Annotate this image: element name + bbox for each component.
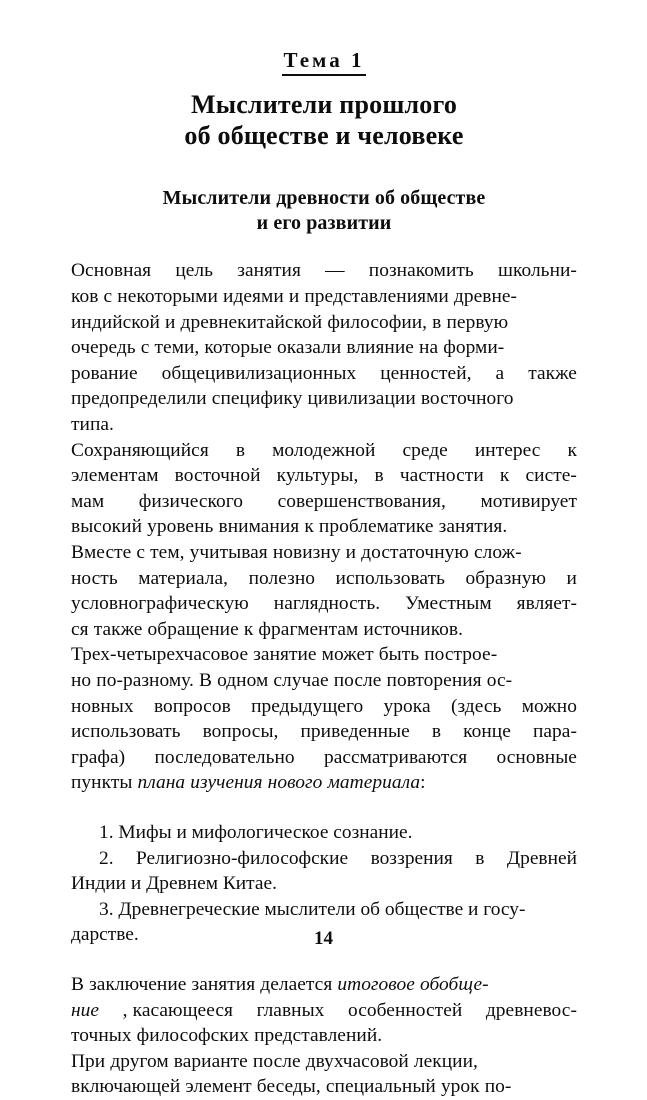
text-line: 3. Древнегреческие мыслители об обществе и госу- xyxy=(99,898,526,920)
paragraph-alternative xyxy=(71,1049,577,1100)
text-word: интерес xyxy=(474,439,541,461)
text-line: Трех-четырехчасовое занятие может быть построе- xyxy=(71,644,498,666)
text-word: физического xyxy=(138,490,244,512)
text-line xyxy=(71,591,577,617)
theme-label-text: Тема 1 xyxy=(282,48,367,76)
paragraph-goal xyxy=(71,258,577,437)
text-word: к xyxy=(567,439,577,461)
text-word: основные xyxy=(496,746,577,768)
text-word: материала, xyxy=(138,567,229,589)
text-line: точных философских представлений. xyxy=(71,1025,383,1047)
text-line: высокий уровень внимания к проблематике занятия. xyxy=(71,516,508,538)
text-word: условнографическую xyxy=(71,593,249,615)
text-word: Основная xyxy=(71,260,152,282)
text-line: дарстве. xyxy=(71,924,139,946)
text-word: являет- xyxy=(516,593,577,615)
text-word: Древней xyxy=(506,847,577,869)
page-title-line-2: об обществе и человеке xyxy=(184,120,464,150)
text-word: (здесь xyxy=(450,695,502,717)
text-word: — xyxy=(325,260,345,282)
text-word: можно xyxy=(521,695,577,717)
text-word: ность xyxy=(71,567,118,589)
text-word: среде xyxy=(402,439,448,461)
text-line: типа. xyxy=(71,414,114,436)
text-word: рование xyxy=(71,362,138,384)
text-word: мотивирует xyxy=(480,490,577,512)
text-word: к xyxy=(499,465,510,487)
text-word: цель xyxy=(175,260,214,282)
text-word: использовать xyxy=(335,567,445,589)
text-word: также xyxy=(528,362,577,384)
text-word: особенностей xyxy=(348,999,463,1021)
text-line xyxy=(71,463,577,489)
page-number: 14 xyxy=(314,928,333,949)
text-line xyxy=(71,361,577,387)
text-word: Религиозно-философские xyxy=(136,847,349,869)
text-line: включающей элемент беседы, специальный урок по- xyxy=(71,1076,512,1098)
text-line: индийской и древнекитайской философии, в первую xyxy=(71,311,509,333)
text-word: 2. xyxy=(99,847,114,869)
text-word: конце xyxy=(463,721,511,743)
text-word: ценностей, xyxy=(380,362,472,384)
text-word: древневос- xyxy=(485,999,577,1021)
text-line xyxy=(71,489,577,515)
section-title xyxy=(71,186,577,236)
text-line xyxy=(71,438,577,464)
page-title xyxy=(71,90,577,151)
text-word: вопросов xyxy=(153,695,231,717)
section-title-line-2: и его развитии xyxy=(256,212,392,235)
text-word-italic: ние xyxy=(71,999,100,1021)
text-word: использовать xyxy=(71,721,181,743)
text-word: в xyxy=(235,439,246,461)
text-word: вопросы, xyxy=(202,721,279,743)
text-word: главных xyxy=(256,999,325,1021)
text-word: школьни- xyxy=(498,260,577,282)
text-line: ся также обращение к фрагментам источников. xyxy=(71,618,464,640)
text-word: полезно xyxy=(248,567,315,589)
text-word: Уместным xyxy=(405,593,492,615)
text-word: а xyxy=(495,362,505,384)
text-word: познакомить xyxy=(368,260,474,282)
text-line: Индии и Древнем Китае. xyxy=(71,873,277,895)
text-line: В заключение занятия делается итоговое обобще- xyxy=(71,973,489,995)
paragraph-conclusion xyxy=(71,972,577,1049)
text-line: Вместе с тем, учитывая новизну и достаточную слож- xyxy=(71,542,522,564)
text-word: молодежной xyxy=(272,439,376,461)
text-line: очередь с теми, которые оказали влияние на форми- xyxy=(71,337,505,359)
text-word: мам xyxy=(71,490,105,512)
text-word: в xyxy=(431,721,442,743)
text-word: в xyxy=(374,465,384,487)
text-line xyxy=(71,846,577,872)
text-word: пара- xyxy=(532,721,577,743)
theme-label xyxy=(71,0,577,76)
text-word: частности xyxy=(399,465,484,487)
text-word: элементам xyxy=(71,465,159,487)
text-word: в xyxy=(475,847,485,869)
text-word: общецивилизационных xyxy=(161,362,357,384)
text-word: последовательно xyxy=(154,746,295,768)
emphasis-text: плана изучения нового материала xyxy=(137,772,421,794)
text-word: культуры, xyxy=(276,465,359,487)
text-word: приведенные xyxy=(300,721,410,743)
text-word: новных xyxy=(71,695,134,717)
text-word: занятия xyxy=(237,260,301,282)
text-line: но по-разному. В одном случае после повторения ос- xyxy=(71,669,513,691)
body-text xyxy=(71,258,577,795)
paragraph-interest xyxy=(71,438,577,643)
text-word: совершенствования, xyxy=(277,490,446,512)
text-word: наглядность. xyxy=(273,593,381,615)
closing-text xyxy=(71,972,577,1100)
emphasis-text: итоговое обобще- xyxy=(337,973,489,995)
text-line xyxy=(71,694,577,720)
text-word: восточной xyxy=(174,465,261,487)
section-title-line-1: Мыслители древности об обществе xyxy=(162,187,486,210)
page-title-line-1: Мыслители прошлого xyxy=(190,90,458,120)
text-line: предопределили специфику цивилизации восточного xyxy=(71,388,514,410)
paragraph-structure xyxy=(71,642,577,796)
text-word: Сохраняющийся xyxy=(71,439,209,461)
text-line xyxy=(71,719,577,745)
text-line: пункты плана изучения нового материала: xyxy=(71,772,426,794)
text-word: рассматриваются xyxy=(323,746,468,768)
plan-list-item xyxy=(71,846,577,897)
text-line xyxy=(71,258,577,284)
text-line: 1. Мифы и мифологическое сознание. xyxy=(99,821,413,843)
text-word: урока xyxy=(383,695,431,717)
plan-list-item xyxy=(71,820,577,846)
text-word: предыдущего xyxy=(251,695,364,717)
text-word: систе- xyxy=(525,465,577,487)
text-line xyxy=(71,566,577,592)
text-word: , касающееся xyxy=(122,999,233,1021)
text-word: образную xyxy=(465,567,546,589)
text-word: графа) xyxy=(71,746,126,768)
text-line: При другом варианте после двухчасовой лекции, xyxy=(71,1050,478,1072)
text-line: ков с некоторыми идеями и представлениями древне- xyxy=(71,286,518,308)
text-word: воззрения xyxy=(370,847,453,869)
text-line xyxy=(71,998,577,1024)
text-line xyxy=(71,745,577,771)
text-word: и xyxy=(566,567,577,589)
